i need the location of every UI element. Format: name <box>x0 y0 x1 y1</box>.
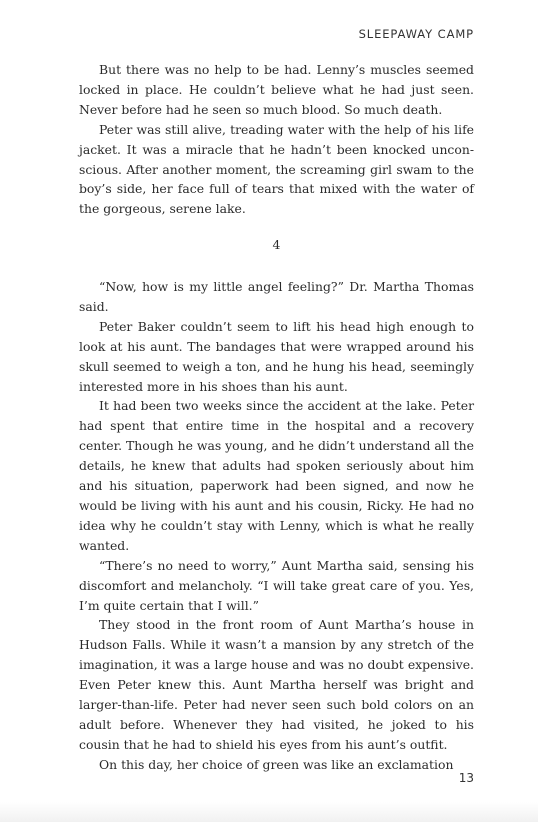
running-header: SLEEPAWAY CAMP <box>358 27 474 41</box>
paragraph: But there was no help to be had. Lenny’s muscles seemed locked in place. He couldn’t believe what he had just seen. Never before had he seen so much blood. So much death. <box>79 62 474 117</box>
paragraph: Peter was still alive, treading water with the help of his life jacket. It was a miracle that he hadn’t been knocked unconscious. After another moment, the screaming girl swam to the boy’s side, her face full of tears that mixed with the water of the gorgeous, serene lake. <box>79 121 474 217</box>
text-block-before-chapter <box>79 60 474 219</box>
paragraph: Peter Baker couldn’t seem to lift his head high enough to look at his aunt. The bandages that were wrapped around his skull seemed to weigh a ton, and he hung his head, seemingly interested more in his shoes than his aunt. <box>79 318 474 394</box>
paragraph: “Now, how is my little angel feeling?” Dr. Martha Thomas said. <box>79 279 474 314</box>
paragraph: They stood in the front room of Aunt Martha’s house in Hudson Falls. While it wasn’t a mansion by any stretch of the imagination, it was a large house and was no doubt expensive. Even Peter knew this. Aunt Martha herself was bright and larger-than-life. Peter had never seen such bold colors on an adult before. Whenever they had visited, he joked to his cousin that he had to shield his eyes from his aunt’s outfit. <box>79 617 474 752</box>
page-bottom-edge <box>0 802 538 822</box>
page-number: 13 <box>458 771 474 785</box>
paragraph: On this day, her choice of green was like an exclamation <box>99 756 454 772</box>
text-block-chapter-4 <box>79 277 474 775</box>
paragraph: “There’s no need to worry,” Aunt Martha said, sensing his discomfort and melancholy. “I will take great care of you. Yes, I’m quite certain that I will.” <box>79 557 474 613</box>
chapter-number: 4 <box>272 237 281 252</box>
paragraph: It had been two weeks since the accident at the lake. Peter had spent that entire time in the hospital and a recovery center. Though he was young, and he didn’t understand all the details, he knew that adults had spoken seriously about him and his situation, paperwork had been signed, and now he would be living with his aunt and his cousin, Ricky. He had no idea why he couldn’t stay with Lenny, which is what he really wanted. <box>79 398 474 553</box>
